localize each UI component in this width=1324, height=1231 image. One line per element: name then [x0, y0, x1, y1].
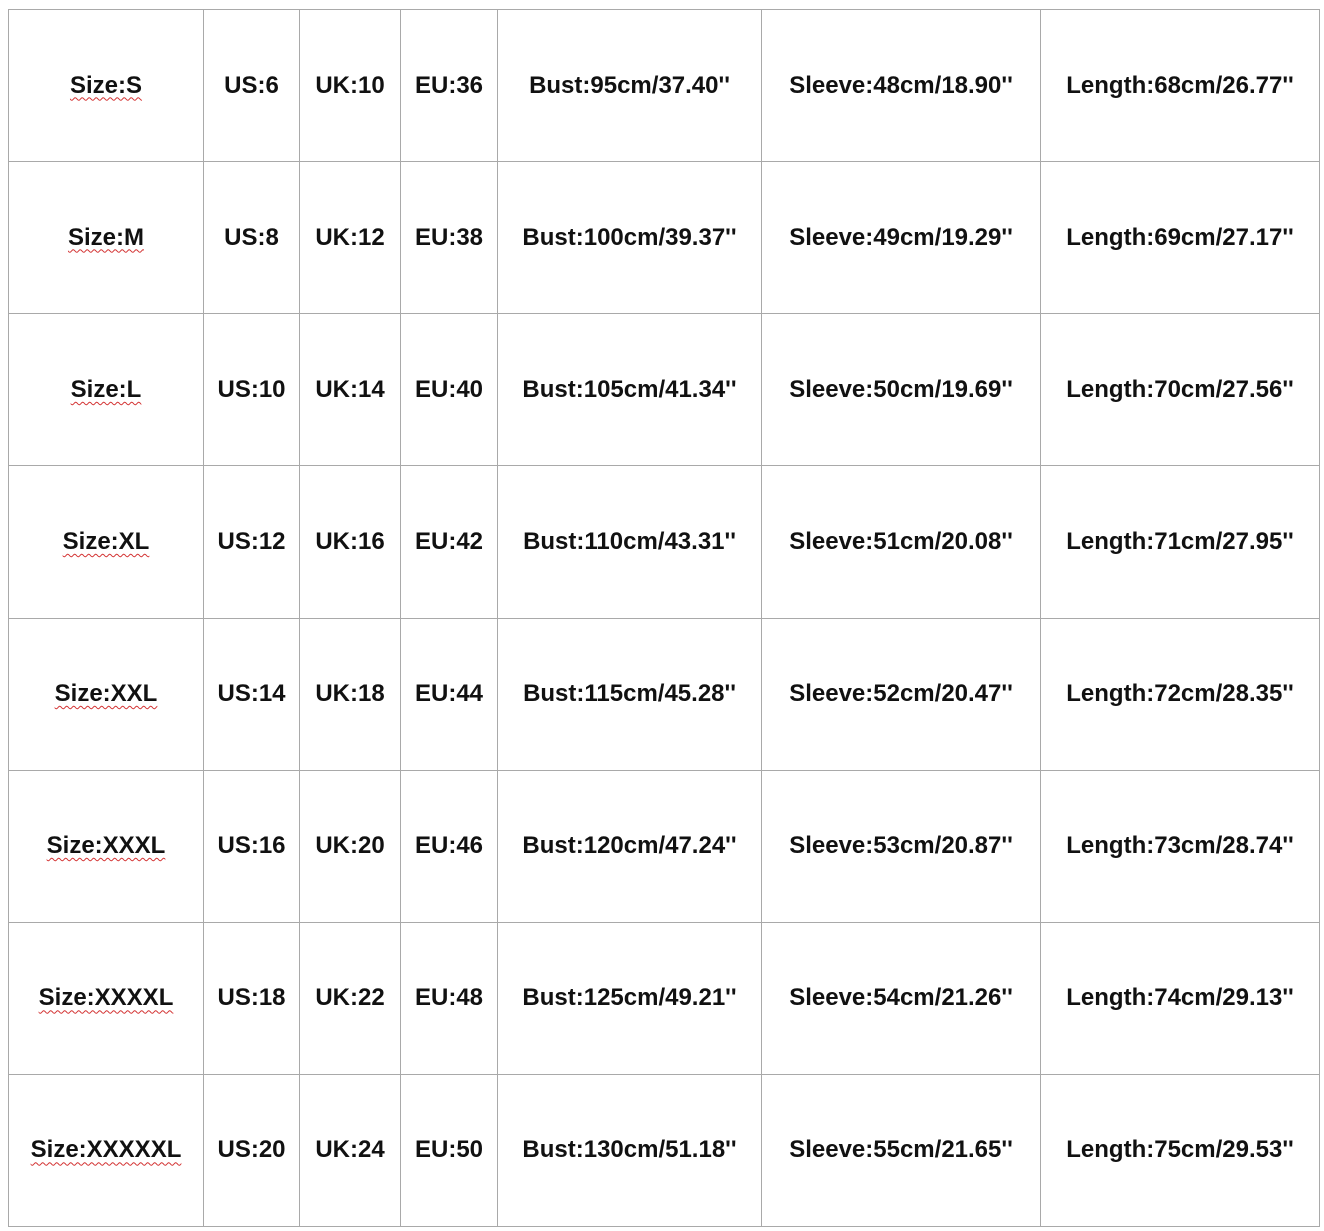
uk-size-cell: UK:16: [300, 466, 401, 618]
length-cell: Length:72cm/28.35'': [1041, 618, 1320, 770]
size-row-l: [9, 314, 1320, 466]
us-size-cell: US:6: [204, 10, 300, 162]
size-cell: [9, 618, 204, 770]
us-size-cell: US:8: [204, 162, 300, 314]
size-label: Size:XXXXL: [38, 984, 174, 1012]
eu-size-cell: EU:42: [401, 466, 498, 618]
size-row-xxxl: [9, 770, 1320, 922]
size-row-xxl: [9, 618, 1320, 770]
us-size-cell: US:14: [204, 618, 300, 770]
bust-cell: Bust:130cm/51.18'': [498, 1074, 762, 1226]
uk-size-cell: UK:14: [300, 314, 401, 466]
length-cell: Length:69cm/27.17'': [1041, 162, 1320, 314]
size-row-s: [9, 10, 1320, 162]
uk-size-cell: UK:12: [300, 162, 401, 314]
uk-size-cell: UK:10: [300, 10, 401, 162]
sleeve-cell: Sleeve:48cm/18.90'': [762, 10, 1041, 162]
bust-cell: Bust:95cm/37.40'': [498, 10, 762, 162]
size-row-xxxxl: [9, 922, 1320, 1074]
uk-size-cell: UK:20: [300, 770, 401, 922]
size-label: Size:S: [69, 71, 143, 99]
sleeve-cell: Sleeve:51cm/20.08'': [762, 466, 1041, 618]
sleeve-cell: Sleeve:55cm/21.65'': [762, 1074, 1041, 1226]
length-cell: Length:68cm/26.77'': [1041, 10, 1320, 162]
bust-cell: Bust:110cm/43.31'': [498, 466, 762, 618]
length-cell: Length:73cm/28.74'': [1041, 770, 1320, 922]
uk-size-cell: UK:18: [300, 618, 401, 770]
size-cell: [9, 770, 204, 922]
eu-size-cell: EU:50: [401, 1074, 498, 1226]
length-cell: Length:75cm/29.53'': [1041, 1074, 1320, 1226]
sleeve-cell: Sleeve:53cm/20.87'': [762, 770, 1041, 922]
size-row-xxxxxl: [9, 1074, 1320, 1226]
uk-size-cell: UK:22: [300, 922, 401, 1074]
us-size-cell: US:12: [204, 466, 300, 618]
sleeve-cell: Sleeve:50cm/19.69'': [762, 314, 1041, 466]
size-label: Size:XXXXXL: [30, 1136, 182, 1164]
size-cell: [9, 10, 204, 162]
eu-size-cell: EU:48: [401, 922, 498, 1074]
bust-cell: Bust:100cm/39.37'': [498, 162, 762, 314]
bust-cell: Bust:105cm/41.34'': [498, 314, 762, 466]
sleeve-cell: Sleeve:54cm/21.26'': [762, 922, 1041, 1074]
bust-cell: Bust:115cm/45.28'': [498, 618, 762, 770]
size-label: Size:XXXL: [46, 832, 166, 860]
size-cell: [9, 314, 204, 466]
bust-cell: Bust:120cm/47.24'': [498, 770, 762, 922]
size-cell: [9, 1074, 204, 1226]
length-cell: Length:74cm/29.13'': [1041, 922, 1320, 1074]
us-size-cell: US:16: [204, 770, 300, 922]
size-row-m: [9, 162, 1320, 314]
size-chart-table: [8, 9, 1320, 1227]
us-size-cell: US:18: [204, 922, 300, 1074]
length-cell: Length:71cm/27.95'': [1041, 466, 1320, 618]
size-label: Size:XL: [62, 527, 150, 555]
sleeve-cell: Sleeve:52cm/20.47'': [762, 618, 1041, 770]
length-cell: Length:70cm/27.56'': [1041, 314, 1320, 466]
eu-size-cell: EU:46: [401, 770, 498, 922]
eu-size-cell: EU:44: [401, 618, 498, 770]
eu-size-cell: EU:40: [401, 314, 498, 466]
eu-size-cell: EU:36: [401, 10, 498, 162]
size-cell: [9, 162, 204, 314]
size-cell: [9, 466, 204, 618]
size-label: Size:L: [70, 375, 142, 403]
us-size-cell: US:10: [204, 314, 300, 466]
size-label: Size:XXL: [54, 680, 158, 708]
size-row-xl: [9, 466, 1320, 618]
uk-size-cell: UK:24: [300, 1074, 401, 1226]
us-size-cell: US:20: [204, 1074, 300, 1226]
size-cell: [9, 922, 204, 1074]
eu-size-cell: EU:38: [401, 162, 498, 314]
size-label: Size:M: [67, 223, 144, 251]
bust-cell: Bust:125cm/49.21'': [498, 922, 762, 1074]
sleeve-cell: Sleeve:49cm/19.29'': [762, 162, 1041, 314]
